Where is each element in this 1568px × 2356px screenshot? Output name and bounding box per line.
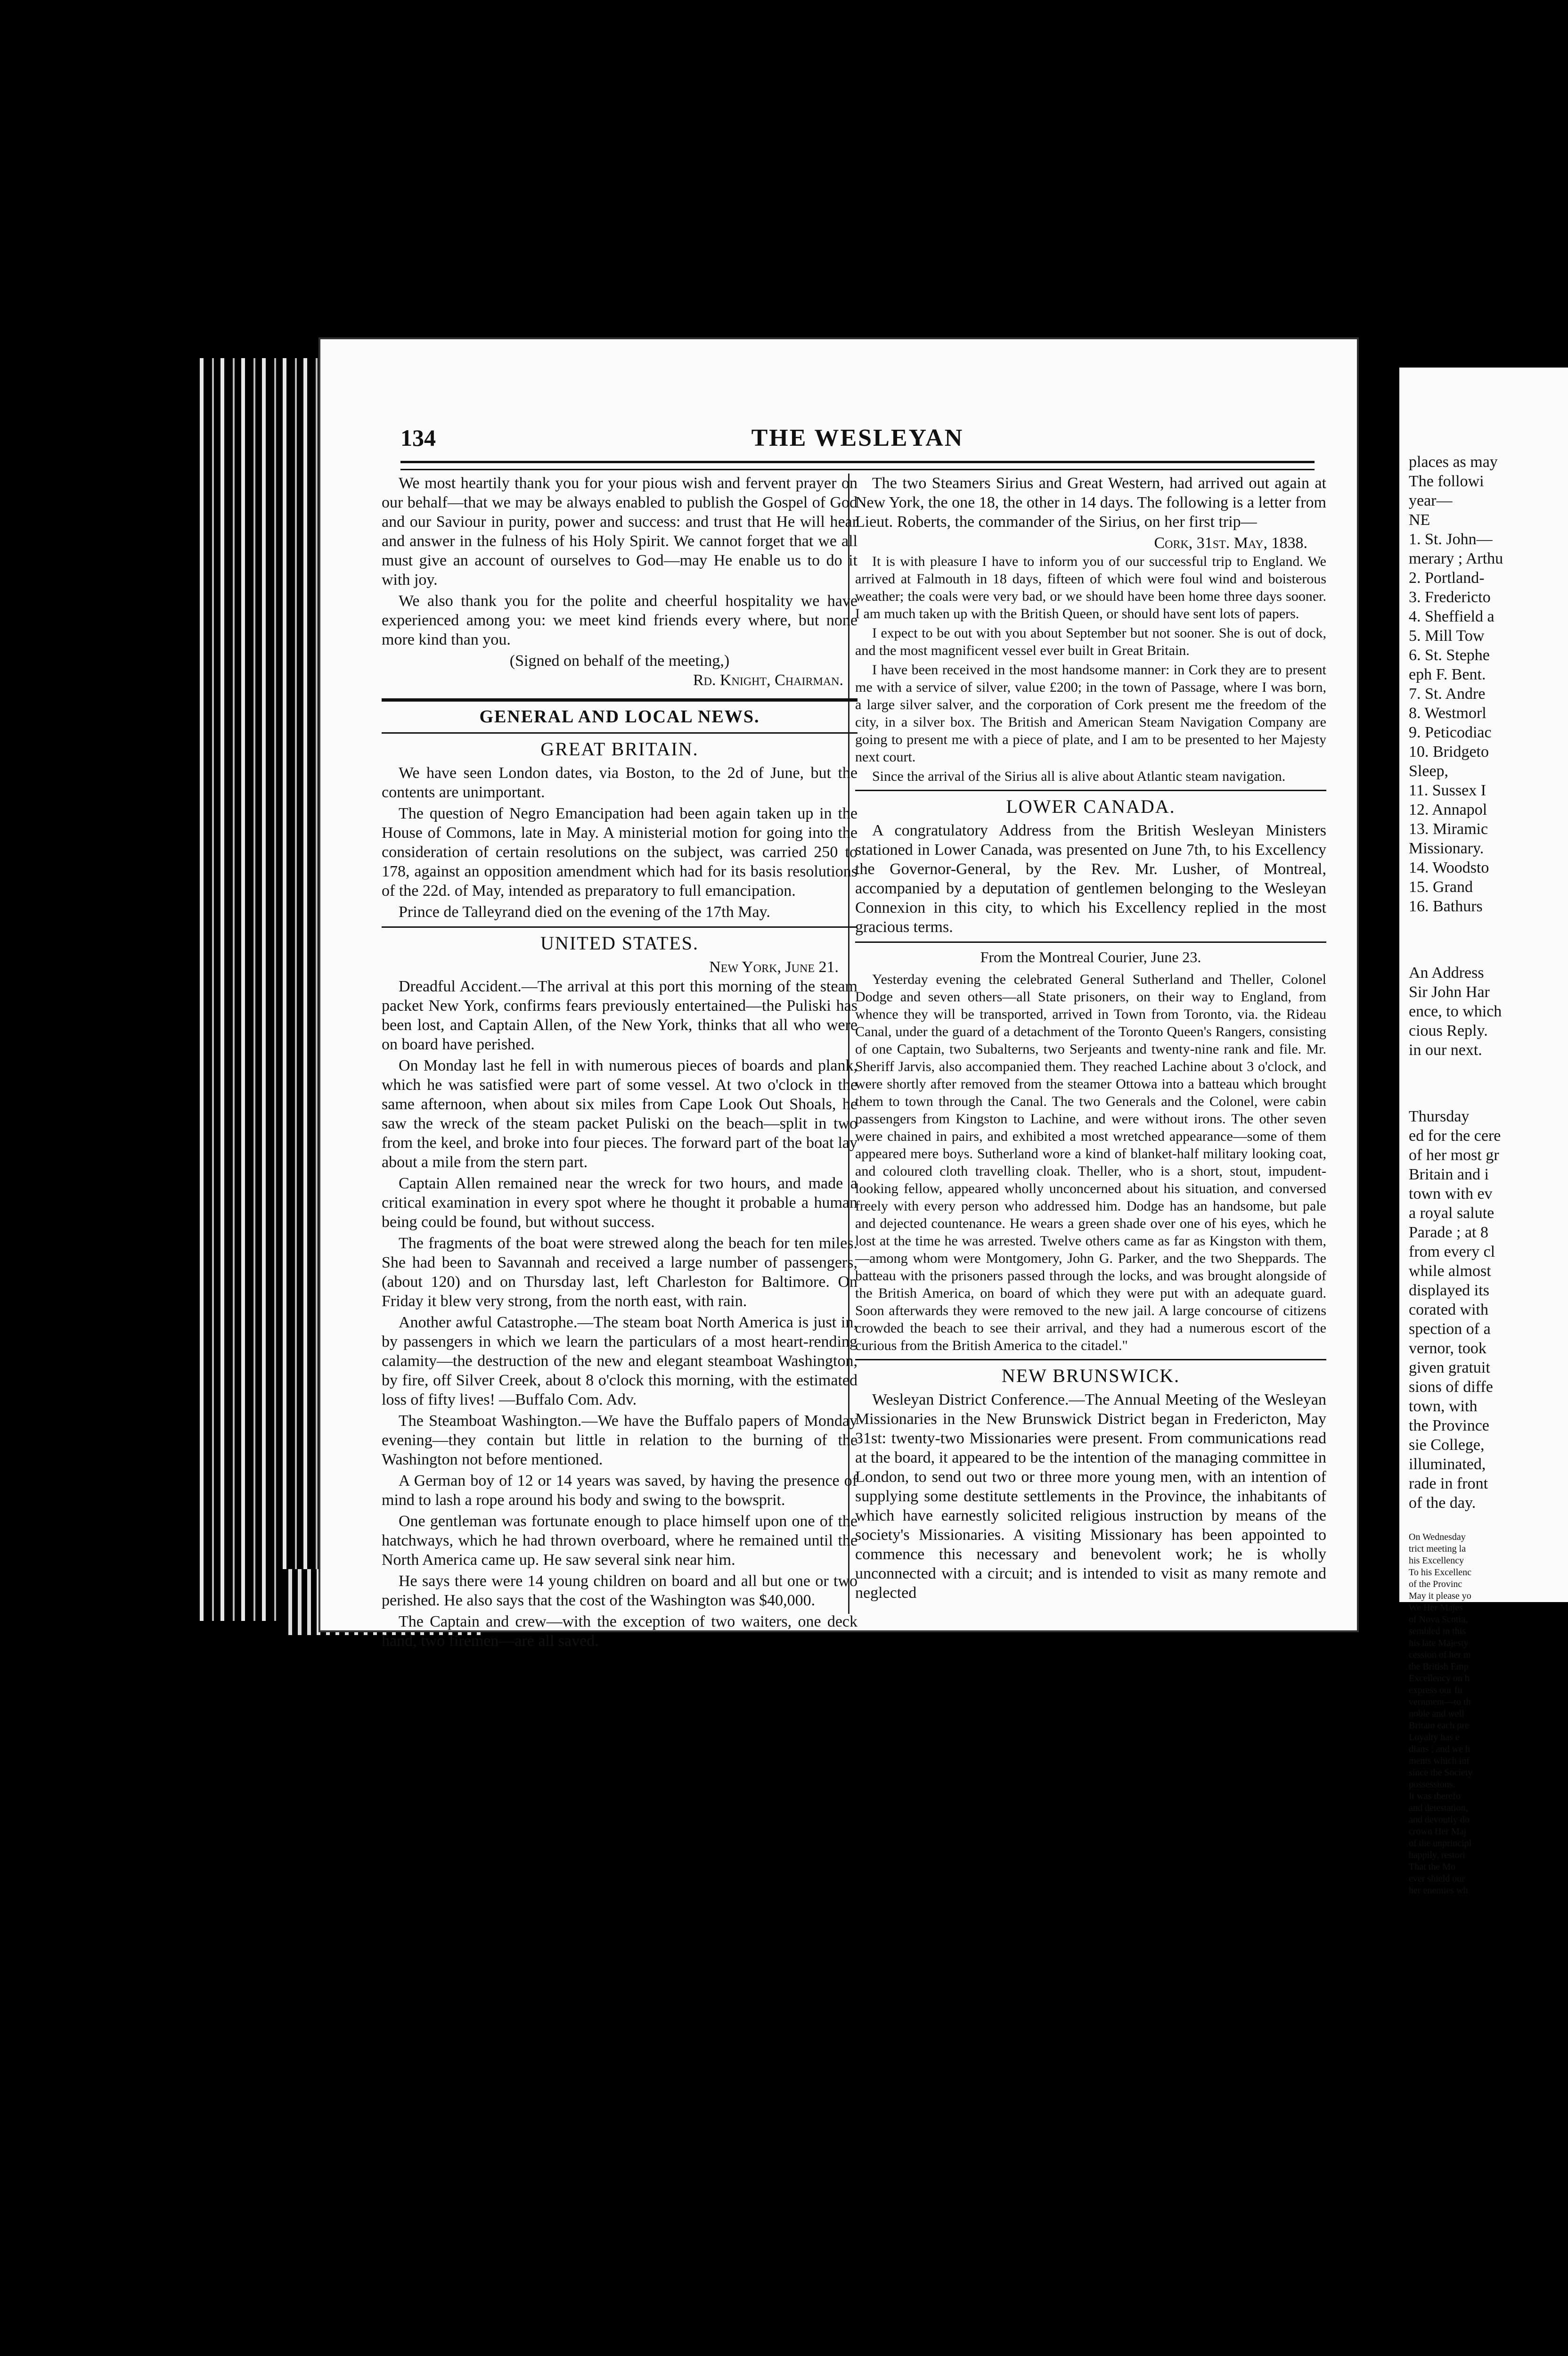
next-page-line: spection of a [1409, 1320, 1491, 1338]
next-page-line: year— [1409, 492, 1453, 509]
next-page-line: ments which inf [1409, 1756, 1470, 1766]
signed-note: (Signed on behalf of the meeting,) [509, 652, 730, 670]
next-page-line: his late Majesty [1409, 1638, 1469, 1648]
news-paragraph: We have seen London dates, via Boston, to the 2d of June, but the contents are unimportant. [382, 764, 858, 801]
news-paragraph: On Monday last he fell in with numerous pieces of boards and plank, which he was satisfied were part of some vessel. At two o'clock in the same afternoon, when about six miles from Cape Look Out Shoals, he saw the wreck of the steam packet Puliski on the beach—split in two from the keel, and broke into four pieces. The forward part of the boat lay about a mile from the stern part. [382, 1057, 858, 1171]
news-paragraph: A congratulatory Address from the British Wesleyan Ministers stationed in Lower Canada, was presented on June 7th, to his Excellency the Governor-General, by the Rev. Mr. Lusher, of Montreal, accompanied by a deputation of gentlemen belonging to the Wesleyan Connexion in this city, to which his Excellency replied in the most gracious terms. [855, 822, 1326, 936]
book-spine-edge [193, 358, 320, 1621]
next-page-line: given gratuit [1409, 1359, 1490, 1376]
next-page-line: and detestation, [1409, 1803, 1468, 1813]
next-page-line: 5. Mill Tow [1409, 627, 1485, 645]
next-page-line: town, with [1409, 1398, 1478, 1415]
next-page-line: The followi [1409, 473, 1484, 490]
next-page-line: 13. Miramic [1409, 820, 1488, 838]
dateline: Cork, 31st. May, 1838. [1154, 534, 1307, 552]
news-paragraph: The question of Negro Emancipation had been again taken up in the House of Commons, late in May. A ministerial motion for going into the consideration of certain resolutions on the subject, was carried 250 to 178, against an opposition amendment which had for its basis resolutions of the 22d. of May, intended as preparatory to full emancipation. [382, 805, 858, 900]
news-paragraph: Wesleyan District Conference.—The Annual Meeting of the Wesleyan Missionaries in the New Brunswick District began in Fredericton, May 31st: twenty-two Missionaries were present. From communications read at the board, it appeared to be the intention of the managing committee in London, to send out two or three more young men, with an intention of supplying some destitute settlements in the Province, the inhabitants of which have earnestly solicited religious instruction by means of the society's Missionaries. A visiting Missionary has been appointed to commence this necessary and benevolent work; he is wholly unconnected with a circuit; and is intended to visit as many remote and neglected [855, 1391, 1326, 1602]
next-page-line: trict meeting la [1409, 1544, 1466, 1554]
next-page-line: of the unprincipl [1409, 1838, 1472, 1849]
news-paragraph: A German boy of 12 or 14 years was saved, by having the presence of mind to lash a rope around his body and swing to the bowsprit. [382, 1472, 858, 1509]
next-page-line: ever shield our [1409, 1873, 1465, 1884]
next-page-line: ed for the cere [1409, 1127, 1501, 1145]
next-page-line: Sir John Har [1409, 983, 1490, 1001]
next-page-line: the Province [1409, 1417, 1489, 1434]
next-page-line: 9. Peticodiac [1409, 724, 1492, 741]
next-page-line: and devoutly do [1409, 1815, 1470, 1825]
next-page-line: sie College, [1409, 1436, 1485, 1454]
next-page-line: 7. St. Andre [1409, 685, 1486, 703]
next-page-line: Excellency on h [1409, 1673, 1470, 1684]
newspaper-page [320, 339, 1357, 1650]
next-page-line: eph F. Bent. [1409, 666, 1486, 683]
next-page-line: We Her Majes [1409, 1603, 1463, 1613]
next-page-line: 4. Sheffield a [1409, 608, 1494, 625]
section-rule [855, 1359, 1326, 1360]
next-page-line: of her most gr [1409, 1146, 1499, 1164]
next-page-line: May it please yo [1409, 1591, 1471, 1601]
page-title: THE WESLEYAN [751, 425, 964, 451]
next-page-line: of Nova Scotia, [1409, 1614, 1468, 1625]
next-page-line: from every cl [1409, 1243, 1495, 1260]
page-header [400, 424, 1315, 452]
right-column [855, 474, 1326, 1604]
next-page-line: his Excellency [1409, 1555, 1464, 1566]
section-banner: GENERAL AND LOCAL NEWS. [382, 698, 858, 734]
next-page-line: cious Reply. [1409, 1022, 1488, 1039]
next-page-line: Sleep, [1409, 762, 1449, 780]
next-page-line: while almost [1409, 1262, 1491, 1280]
next-page-line: crown Her Maj [1409, 1826, 1467, 1837]
next-page-line: 3. Fredericto [1409, 589, 1491, 606]
heading-courier: From the Montreal Courier, June 23. [980, 949, 1201, 965]
letter-paragraph: Since the arrival of the Sirius all is alive about Atlantic steam navigation. [872, 769, 1286, 784]
section-rule [382, 926, 858, 928]
header-rule [400, 461, 1315, 470]
next-page-line: 10. Bridgeto [1409, 743, 1489, 761]
next-page-line: Thursday [1409, 1108, 1470, 1125]
next-page-line: An Address [1409, 964, 1484, 982]
article-block [855, 971, 1326, 1354]
next-page-line: dians ; and we h [1409, 1744, 1470, 1754]
news-paragraph: The fragments of the boat were strewed along the beach for ten miles. She had been to Savannah and received a large number of passengers, (about 120) and on Thursday last, left Charleston for Baltimore. On Friday it blew very strong, from the north east, with rain. [382, 1235, 858, 1310]
next-page-line: To his Excellenc [1409, 1567, 1471, 1578]
next-page-line: merary ; Arthu [1409, 550, 1503, 567]
heading-united-states: UNITED STATES. [540, 933, 699, 954]
next-page-line: On Wednesday [1409, 1532, 1466, 1542]
next-page-line: of the day. [1409, 1494, 1476, 1512]
next-page-line: a royal salute [1409, 1204, 1494, 1222]
next-page-fragment [1399, 368, 1568, 1896]
next-page-line: Britain each pre [1409, 1720, 1469, 1731]
next-page-line: 8. Westmorl [1409, 704, 1486, 722]
news-paragraph: The Captain and crew—with the exception of two waiters, one deck hand, two firemen—are all saved. [382, 1613, 858, 1650]
next-page-line: 12. Annapol [1409, 801, 1487, 818]
signer: Rd. Knight, Chairman. [693, 671, 843, 689]
next-page-line: places as may [1409, 453, 1498, 471]
next-page-text [1399, 368, 1568, 1897]
next-page-line: corated with [1409, 1301, 1488, 1318]
next-page-line: Britain and i [1409, 1166, 1489, 1183]
next-page-line: 14. Woodsto [1409, 859, 1489, 876]
next-page-line: NE [1409, 511, 1430, 529]
next-page-line: vernor, took [1409, 1340, 1486, 1357]
next-page-line: Parade ; at 8 [1409, 1224, 1488, 1241]
news-paragraph: One gentleman was fortunate enough to place himself upon one of the hatchways, which he had thrown overboard, where he remained until the North America came up. He saw several sink near him. [382, 1513, 858, 1569]
next-page-line: 6. St. Stephe [1409, 646, 1490, 664]
page-number: 134 [400, 425, 436, 451]
letter-block [855, 553, 1326, 785]
next-page-line: town with ev [1409, 1185, 1493, 1203]
next-page-line: 15. Grand [1409, 878, 1473, 896]
heading-lower-canada: LOWER CANADA. [1006, 796, 1176, 817]
next-page-line: 11. Sussex I [1409, 782, 1486, 799]
news-paragraph: Captain Allen remained near the wreck for two hours, and made a critical examination in every spot where he thought it probable a human being could be found, but without success. [382, 1175, 858, 1231]
next-page-line: since the Society [1409, 1767, 1473, 1778]
next-page-line: noble and well [1409, 1709, 1464, 1719]
letter-paragraph: I have been received in the most handsome manner: in Cork they are to present me with a service of silver, value £200; in the town of Passage, where I was born, a large silver salver, and the corporation of Cork present me the freedom of the city, in a silver box. The British and American Steam Navigation Company are going to present me with a piece of plate, and I am to be presented to her Majesty next court. [855, 662, 1326, 765]
next-page-line: ence, to which [1409, 1003, 1502, 1020]
news-paragraph: The Steamboat Washington.—We have the Buffalo papers of Monday evening—they contain but little in relation to the burning of the Washington not before mentioned. [382, 1412, 858, 1468]
next-page-line: in our next. [1409, 1041, 1482, 1059]
section-rule [855, 941, 1326, 943]
next-page-line: the British Emp [1409, 1661, 1469, 1672]
next-page-line: vernment—to th [1409, 1697, 1471, 1707]
next-page-line: happily, restori [1409, 1850, 1465, 1860]
letter-paragraph: It is with pleasure I have to inform you of our successful trip to England. We arrived at Falmouth in 18 days, fifteen of which were foul wind and boisterous weather; the coals were very bad, or we should have been home three days sooner. I am much taken up with the British Queen, or should have sent lots of papers. [855, 554, 1326, 622]
heading-great-britain: GREAT BRITAIN. [540, 738, 699, 760]
news-paragraph: The two Steamers Sirius and Great Western, had arrived out again at New York, the one 18, the other in 14 days. The following is a letter from Lieut. Roberts, the commander of the Sirius, on her first trip— [855, 474, 1326, 531]
letter-paragraph: We also thank you for the polite and cheerful hospitality we have experienced among you: we meet kind friends every where, but none more kind than you. [382, 592, 858, 648]
dateline: New York, June 21. [709, 958, 839, 976]
section-rule [855, 790, 1326, 791]
letter-paragraph: I expect to be out with you about September but not sooner. She is out of dock, and the most magnificent vessel ever built in Great Britain. [855, 625, 1326, 658]
news-paragraph: Yesterday evening the celebrated General Sutherland and Theller, Colonel Dodge and seven others—all State prisoners, on their way to England, from whence they will be transported, arrived in Town from Toronto, via. the Rideau Canal, under the guard of a detachment of the Toronto Queen's Rangers, consisting of one Captain, two Subalterns, two Serjeants and twenty-nine rank and file. Mr. Sheriff Jarvis, also accompanied them. They reached Lachine about 3 o'clock, and were shortly after removed from the steamer Ottowa into a batteau which brought them to town through the Canal. The two Generals and the Colonel, were cabin passengers from Kingston to Lachine, and were without irons. The other seven were chained in pairs, and exhibited a most wretched appearance—some of them appeared mere boys. Sutherland wore a kind of blanket-half military looking coat, and coloured cloth travelling cloak. Theller, who is a short, stout, impudent-looking fellow, appeared wholly unconcerned about his situation, and conversed freely with every person who addressed him. Dodge has an handsome, but pale and dejected countenance. He wears a green shade over one of his eyes, which he lost at the time he was arrested. Twelve others came as far as Kingston with them,—among whom were Montgomery, John G. Parker, and the two Sheppards. The batteau with the prisoners passed through the locks, and was brought alongside of the British America, on board of which they were put with an adequate guard. Soon afterwards they were removed to the new jail. A large concourse of citizens crowded the beach to see their arrival, and they had a numerous escort of the curious from the British America to the citadel." [855, 972, 1326, 1353]
news-paragraph: Dreadful Accident.—The arrival at this port this morning of the steam packet New York, confirms fears previously entertained—the Puliski has been lost, and Captain Allen, of the New York, thinks that all who were on board have perished. [382, 978, 858, 1053]
letter-paragraph: We most heartily thank you for your pious wish and fervent prayer on our behalf—that we may be always enabled to publish the Gospel of God and our Saviour in purity, power and success: and trust that He will hear and answer in the fulness of his Holy Spirit. We cannot forget that we all must give an account of ourselves to God—may He enable us to do it with joy. [382, 474, 858, 589]
next-page-line: of the Provinc [1409, 1579, 1462, 1589]
next-page-line: 2. Portland- [1409, 569, 1485, 587]
heading-new-brunswick: NEW BRUNSWICK. [1001, 1365, 1180, 1386]
news-paragraph: Another awful Catastrophe.—The steam boat North America is just in, by passengers in which we learn the particulars of a most heart-rending calamity—the destruction of the new and elegant steamboat Washington, by fire, off Silver Creek, about 8 o'clock this morning, with the estimated loss of fifty lives! —Buffalo Com. Adv. [382, 1314, 858, 1408]
next-page-line: possessions. [1409, 1779, 1455, 1790]
next-page-line: rade in front [1409, 1475, 1488, 1492]
left-column [382, 474, 858, 1652]
next-page-line: 16. Bathurs [1409, 898, 1483, 915]
next-page-line: sions of diffe [1409, 1378, 1493, 1396]
next-page-line: sembled in this [1409, 1626, 1466, 1636]
next-page-line: 1. St. John— [1409, 531, 1493, 548]
next-page-line: It was therefo [1409, 1791, 1461, 1801]
news-paragraph: He says there were 14 young children on board and all but one or two perished. He also says that the cost of the Washington was $40,000. [382, 1572, 858, 1609]
next-page-line: displayed its [1409, 1282, 1489, 1299]
next-page-line: her enemies wh [1409, 1885, 1468, 1896]
next-page-line: Missionary. [1409, 840, 1484, 857]
next-page-line: That the Mo [1409, 1862, 1455, 1872]
next-page-line: express our fir [1409, 1685, 1463, 1695]
news-paragraph: Prince de Talleyrand died on the evening of the 17th May. [399, 903, 770, 921]
next-page-line: Loyalty has e [1409, 1732, 1460, 1742]
next-page-line: illuminated, [1409, 1456, 1486, 1473]
next-page-line: cession of her m [1409, 1650, 1471, 1660]
